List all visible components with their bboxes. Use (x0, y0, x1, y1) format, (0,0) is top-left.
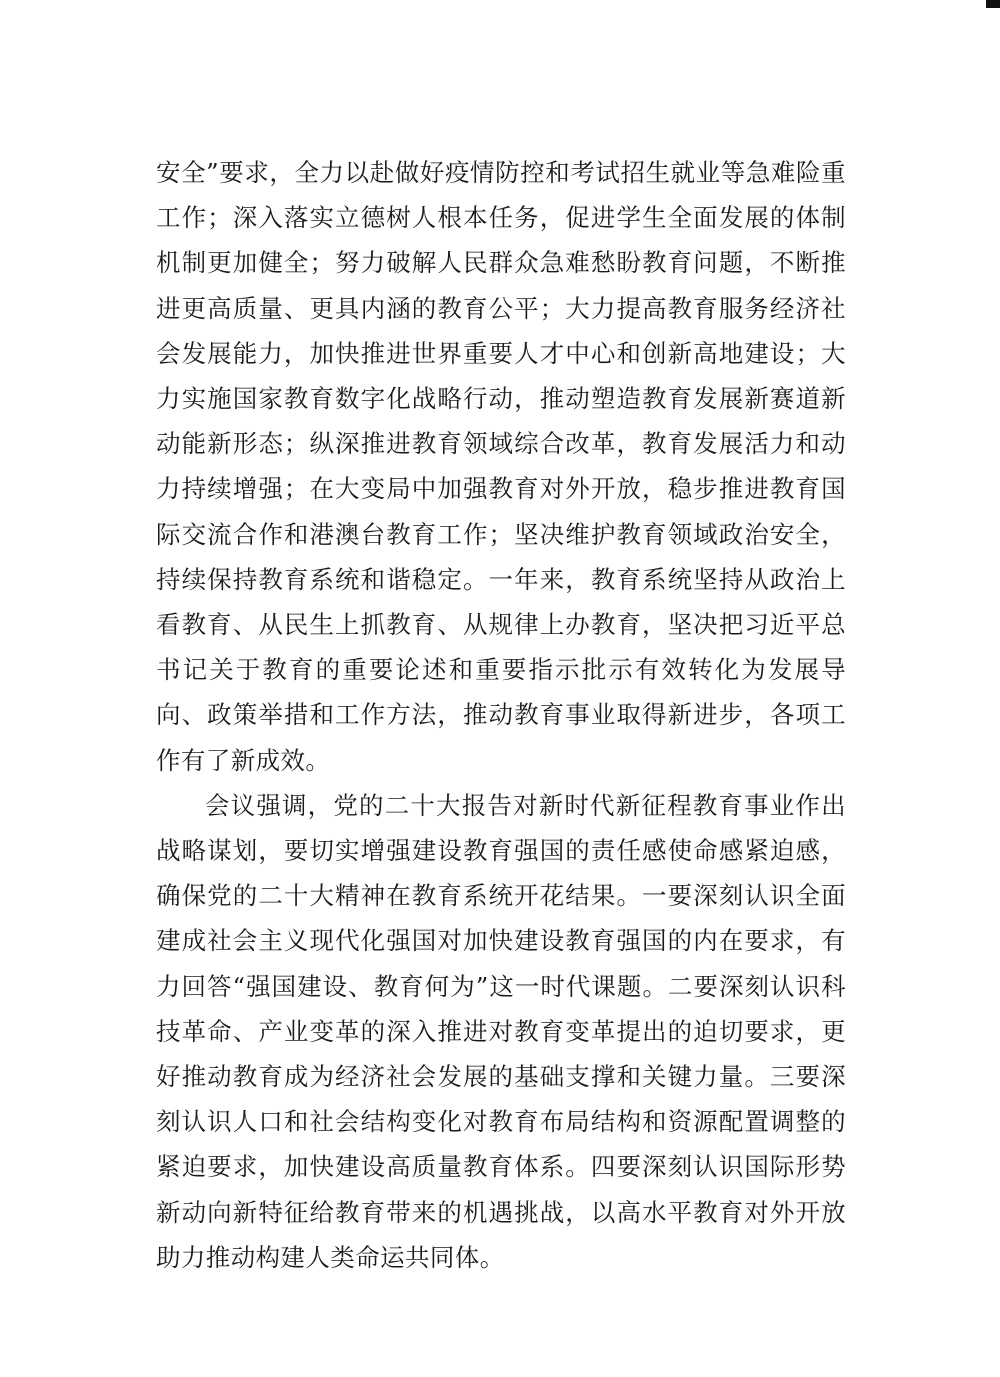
document-body (156, 150, 846, 1280)
scan-edge-mark (986, 0, 1000, 8)
paragraph-meeting-emphasis: 会议强调，党的二十大报告对新时代新征程教育事业作出战略谋划，要切实增强建设教育强国的责任感使命感紧迫感，确保党的二十大精神在教育系统开花结果。一要深刻认识全面建成社会主义现代化强国对加快建设教育强国的内在要求，有力回答“强国建设、教育何为”这一时代课题。二要深刻认识科技革命、产业变革的深入推进对教育变革提出的迫切要求，更好推动教育成为经济社会发展的基础支撑和关键力量。三要深刻认识人口和社会结构变化对教育布局结构和资源配置调整的紧迫要求，加快建设高质量教育体系。四要深刻认识国际形势新动向新特征给教育带来的机遇挑战，以高水平教育对外开放助力推动构建人类命运共同体。 (156, 790, 846, 1272)
paragraph-continuation: 安全”要求，全力以赴做好疫情防控和考试招生就业等急难险重工作；深入落实立德树人根本任务，促进学生全面发展的体制机制更加健全；努力破解人民群众急难愁盼教育问题，不断推进更高质量、更具内涵的教育公平；大力提高教育服务经济社会发展能力，加快推进世界重要人才中心和创新高地建设；大力实施国家教育数字化战略行动，推动塑造教育发展新赛道新动能新形态；纵深推进教育领域综合改革，教育发展活力和动力持续增强；在大变局中加强教育对外开放，稳步推进教育国际交流合作和港澳台教育工作；坚决维护教育领域政治安全，持续保持教育系统和谐稳定。一年来，教育系统坚持从政治上看教育、从民生上抓教育、从规律上办教育，坚决把习近平总书记关于教育的重要论述和重要指示批示有效转化为发展导向、政策举措和工作方法，推动教育事业取得新进步，各项工作有了新成效。 (156, 158, 846, 775)
